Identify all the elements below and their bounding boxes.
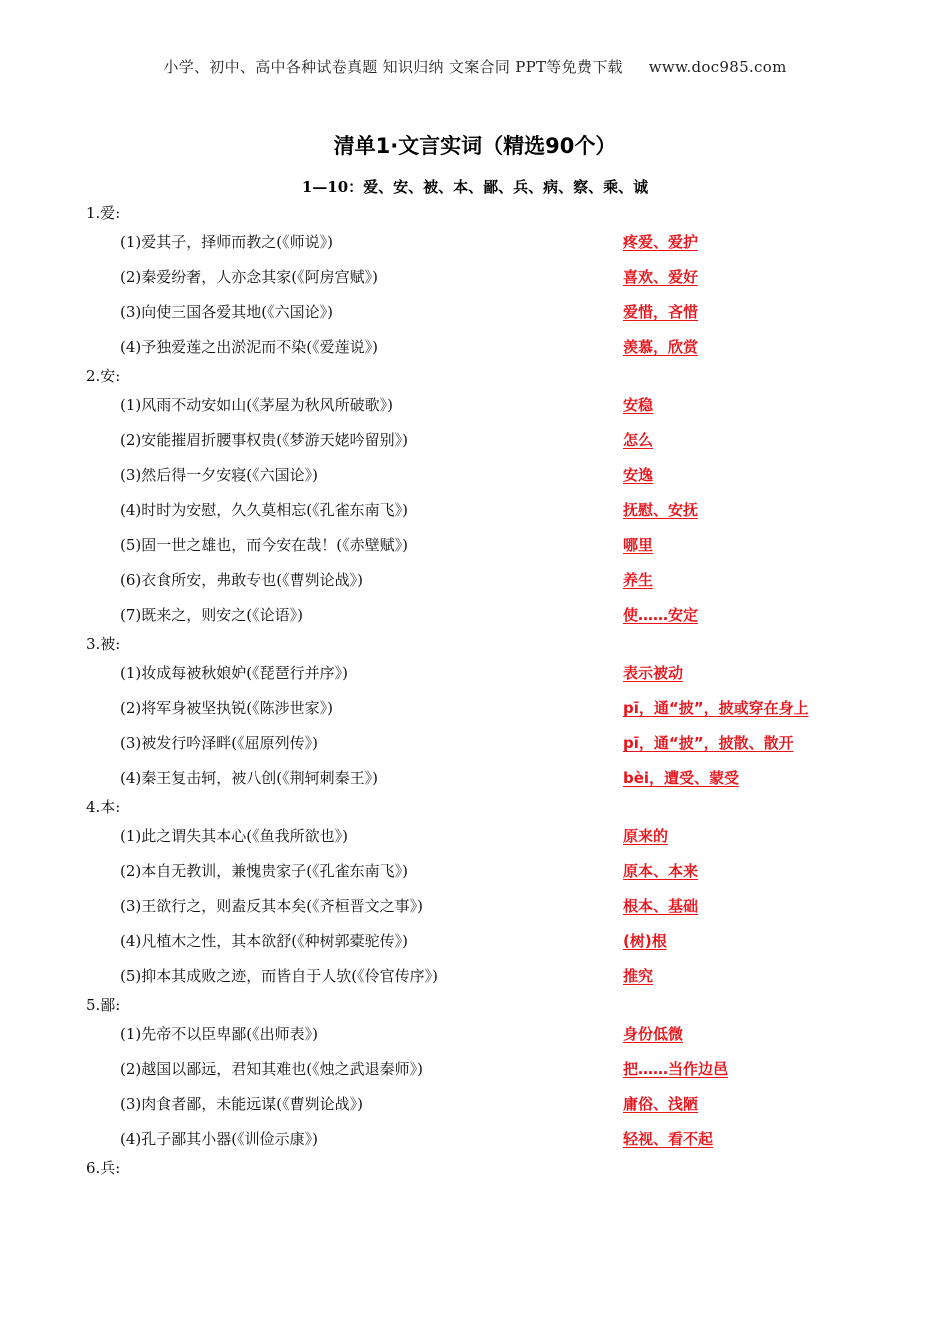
definition-answer: 使……安定 [623, 606, 699, 624]
definition-answer: 把……当作边邑 [623, 1060, 729, 1078]
definition-answer: 安稳 [623, 396, 654, 414]
group-heading: 4.本: [86, 798, 121, 816]
example-sentence: (2)秦爱纷奢，人亦念其家(《阿房宫赋》) [120, 268, 378, 286]
example-sentence: (2)将军身被坚执锐(《陈涉世家》) [120, 699, 333, 717]
list-item [120, 1128, 900, 1152]
example-sentence: (6)衣食所安，弗敢专也(《曹刿论战》) [120, 571, 363, 589]
example-sentence: (2)本自无教训，兼愧贵家子(《孔雀东南飞》) [120, 862, 408, 880]
example-sentence: (1)此之谓失其本心(《鱼我所欲也》) [120, 827, 348, 845]
definition-answer: 怎么 [623, 431, 654, 449]
definition-answer: 轻视、看不起 [623, 1130, 714, 1148]
list-item [120, 394, 900, 418]
definition-answer: 疼爱、爱护 [623, 233, 699, 251]
example-sentence: (1)妆成每被秋娘妒(《琵琶行并序》) [120, 664, 348, 682]
example-sentence: (1)风雨不动安如山(《茅屋为秋风所破歌》) [120, 396, 393, 414]
definition-answer: 根本、基础 [623, 897, 699, 915]
example-sentence: (7)既来之，则安之(《论语》) [120, 606, 303, 624]
list-item [120, 1093, 900, 1117]
definition-answer: 推究 [623, 967, 654, 985]
page-title: 清单1·文言实词（精选90个） [333, 134, 617, 158]
list-item [120, 534, 900, 558]
list-item [120, 732, 900, 756]
definition-answer: 表示被动 [623, 664, 684, 682]
definition-answer: 原来的 [623, 827, 669, 845]
list-item [120, 895, 900, 919]
example-sentence: (4)秦王复击轲，被八创(《荆轲刺秦王》) [120, 769, 378, 787]
example-sentence: (4)时时为安慰，久久莫相忘(《孔雀东南飞》) [120, 501, 408, 519]
page-header [0, 56, 950, 77]
example-sentence: (4)孔子鄙其小器(《训俭示康》) [120, 1130, 318, 1148]
group-heading: 5.鄙: [86, 996, 121, 1014]
example-sentence: (3)肉食者鄙，未能远谋(《曹刿论战》) [120, 1095, 363, 1113]
definition-answer: 爱惜，吝惜 [623, 303, 699, 321]
header-text: 小学、初中、高中各种试卷真题 知识归纳 文案合同 PPT等免费下载 [163, 58, 623, 76]
list-item [120, 697, 900, 721]
list-item [120, 464, 900, 488]
example-sentence: (5)固一世之雄也，而今安在哉！(《赤壁赋》) [120, 536, 408, 554]
example-sentence: (2)安能摧眉折腰事权贵(《梦游天姥吟留别》) [120, 431, 408, 449]
list-item [120, 860, 900, 884]
list-item [120, 767, 900, 791]
definition-answer: (树)根 [623, 932, 667, 950]
example-sentence: (3)然后得一夕安寝(《六国论》) [120, 466, 318, 484]
example-sentence: (5)抑本其成败之迹，而皆自于人欤(《伶官传序》) [120, 967, 438, 985]
example-sentence: (3)被发行吟泽畔(《屈原列传》) [120, 734, 318, 752]
example-sentence: (4)凡植木之性，其本欲舒(《种树郭橐驼传》) [120, 932, 408, 950]
definition-answer: 身份低微 [623, 1025, 684, 1043]
definition-answer: 哪里 [623, 536, 654, 554]
example-sentence: (1)爱其子，择师而教之(《师说》) [120, 233, 333, 251]
list-item [120, 825, 900, 849]
list-item [120, 499, 900, 523]
list-item [120, 662, 900, 686]
list-item [120, 301, 900, 325]
list-item [120, 569, 900, 593]
definition-answer: 抚慰、安抚 [623, 501, 699, 519]
example-sentence: (3)向使三国各爱其地(《六国论》) [120, 303, 333, 321]
definition-answer: 喜欢、爱好 [623, 268, 699, 286]
list-item [120, 429, 900, 453]
definition-answer: 庸俗、浅陋 [623, 1095, 699, 1113]
definition-answer: 羡慕，欣赏 [623, 338, 699, 356]
example-sentence: (4)予独爱莲之出淤泥而不染(《爱莲说》) [120, 338, 378, 356]
group-heading: 3.被: [86, 635, 121, 653]
group-heading: 1.爱: [86, 204, 121, 222]
group-heading: 2.安: [86, 367, 121, 385]
definition-answer: pī，通“披”，披散、散开 [623, 734, 794, 752]
list-item [120, 604, 900, 628]
page-subtitle: 1—10：爱、安、被、本、鄙、兵、病、察、乘、诚 [301, 178, 649, 196]
list-item [120, 336, 900, 360]
example-sentence: (1)先帝不以臣卑鄙(《出师表》) [120, 1025, 318, 1043]
definition-answer: 原本、本来 [623, 862, 699, 880]
list-item [120, 1023, 900, 1047]
group-heading: 6.兵: [86, 1159, 121, 1177]
example-sentence: (3)王欲行之，则盍反其本矣(《齐桓晋文之事》) [120, 897, 423, 915]
definition-answer: bèi，遭受、蒙受 [623, 769, 740, 787]
definition-answer: 安逸 [623, 466, 654, 484]
list-item [120, 930, 900, 954]
definition-answer: 养生 [623, 571, 654, 589]
list-item [120, 1058, 900, 1082]
definition-answer: pī，通“披”，披或穿在身上 [623, 699, 809, 717]
list-item [120, 231, 900, 255]
example-sentence: (2)越国以鄙远，君知其难也(《烛之武退秦师》) [120, 1060, 423, 1078]
list-item [120, 266, 900, 290]
header-site: www.doc985.com [648, 58, 787, 76]
list-item [120, 965, 900, 989]
